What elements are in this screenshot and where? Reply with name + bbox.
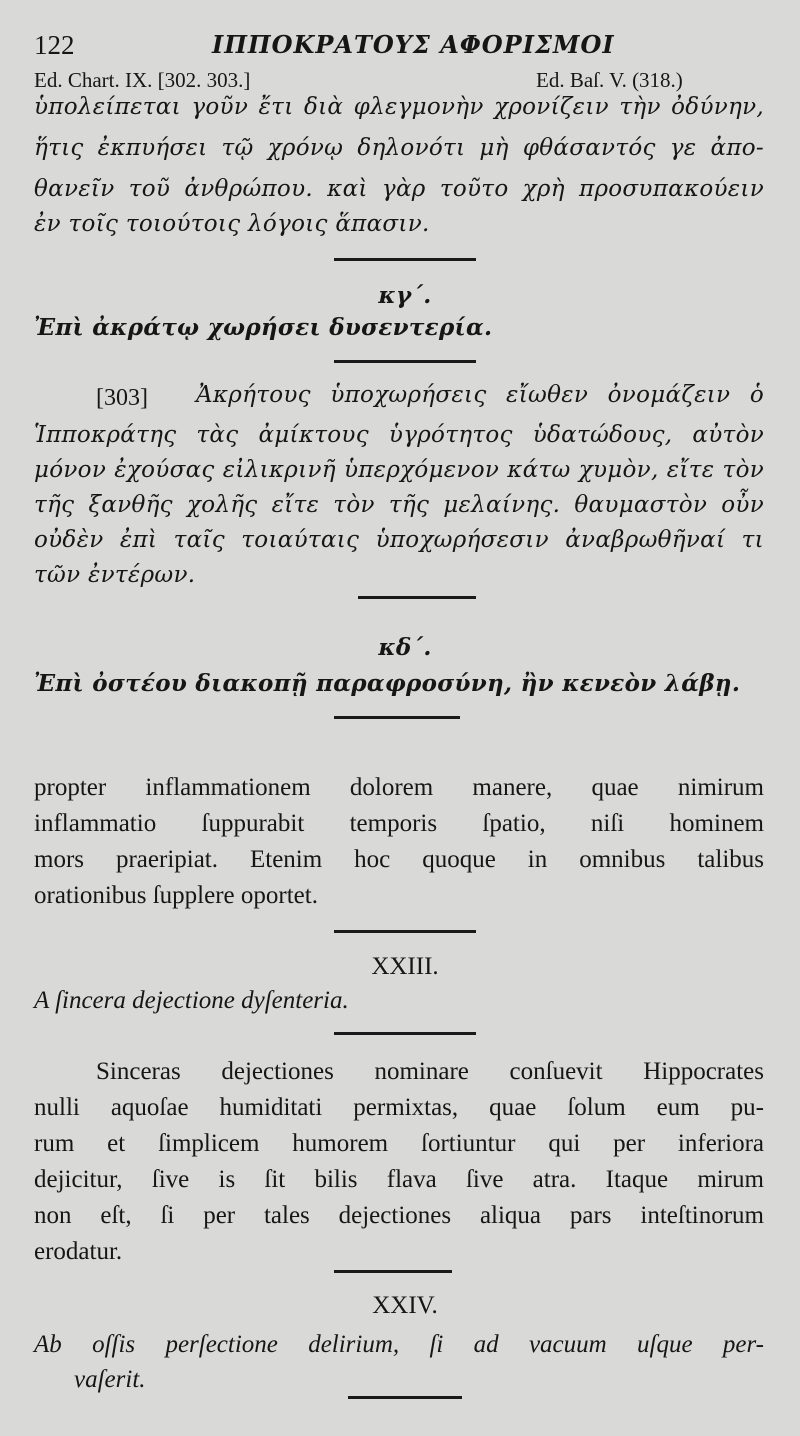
latin-text-line: inflammatio ſuppurabit temporis ſpatio, niſi hominem — [34, 810, 764, 837]
greek-text-line: Ἱπποκράτης τὰς ἀμίκτους ὑγρότητος ὑδατώδους, αὐτὸν — [34, 422, 764, 448]
running-title: ΙΠΠΟΚΡΑΤΟΥΣ ΑΦΟΡΙΣΜΟΙ — [212, 30, 615, 59]
latin-text-line: propter inflammationem dolorem manere, quae nimirum — [34, 774, 764, 801]
latin-text-line: orationibus ſupplere oportet. — [34, 882, 318, 909]
latin-text-line: rum et ſimplicem humorem ſortiuntur qui per inferiora — [34, 1130, 764, 1157]
aphorism-number: XXIV. — [372, 1292, 438, 1319]
section-divider — [334, 1032, 476, 1035]
greek-text-line: ὑπολείπεται γοῦν ἔτι διὰ φλεγμονὴν χρονίζειν τὴν ὀδύνην, — [34, 94, 764, 120]
edition-ref-left: Ed. Chart. IX. [302. 303.] — [34, 68, 251, 92]
section-divider — [334, 930, 476, 933]
greek-text-line: Ἀκρήτους ὑποχωρήσεις εἴωθεν ὀνομάζειν ὁ — [196, 382, 764, 408]
latin-text-line: nulli aquoſae humiditati permixtas, quae ſolum eum pu- — [34, 1094, 764, 1121]
page-number: 122 — [34, 30, 75, 60]
section-divider — [334, 360, 476, 363]
aphorism-text: Ἐπὶ ὀστέου διακοπῇ παραφροσύνη, ἢν κενεὸν λάβῃ. — [34, 670, 741, 697]
section-divider — [334, 258, 476, 261]
latin-text-line: dejicitur, ſive is ſit bilis flava ſive atra. Itaque mirum — [34, 1166, 764, 1193]
section-divider — [348, 1396, 462, 1399]
latin-text-line: mors praeripiat. Etenim hoc quoque in omnibus talibus — [34, 846, 764, 873]
aphorism-number: XXIII. — [371, 953, 439, 980]
latin-text-line: Sinceras dejectiones nominare conſuevit Hippocrates — [96, 1058, 764, 1085]
page-reference: [303] — [96, 385, 148, 411]
greek-text-line: ἐν τοῖς τοιούτοις λόγοις ἅπασιν. — [34, 211, 430, 237]
aphorism-text: vaſerit. — [74, 1366, 146, 1393]
greek-text-line: τῶν ἐντέρων. — [34, 562, 196, 588]
aphorism-text: Ἐπὶ ἀκράτῳ χωρήσει δυσεντερία. — [34, 314, 493, 341]
latin-text-line: erodatur. — [34, 1238, 123, 1265]
aphorism-number: κδ΄. — [378, 634, 432, 661]
latin-text-line: non eſt, ſi per tales dejectiones aliqua pars inteſtinorum — [34, 1202, 764, 1229]
section-divider — [334, 716, 460, 719]
greek-text-line: μόνον ἐχούσας εἰλικρινῆ ὑπερχόμενον κάτω χυμὸν, εἴτε τὸν — [34, 457, 764, 483]
edition-ref-right: Ed. Baſ. V. (318.) — [536, 68, 683, 92]
greek-text-line: θανεῖν τοῦ ἀνθρώπου. καὶ γὰρ τοῦτο χρὴ προσυπακούειν — [34, 176, 764, 202]
greek-text-line: οὐδὲν ἐπὶ ταῖς τοιαύταις ὑποχωρήσεσιν ἀναβρωθῆναί τι — [34, 527, 764, 553]
greek-text-line: τῆς ξανθῆς χολῆς εἴτε τὸν τῆς μελαίνης. θαυμαστὸν οὖν — [34, 492, 764, 518]
aphorism-text: Ab oſſis perſectione delirium, ſi ad vacuum uſque per- — [34, 1331, 764, 1358]
section-divider — [358, 596, 476, 599]
aphorism-number: κγ΄. — [378, 282, 432, 309]
aphorism-text: A ſincera dejectione dyſenteria. — [34, 987, 349, 1014]
greek-text-line: ἥτις ἐκπυήσει τῷ χρόνῳ δηλονότι μὴ φθάσαντός γε ἀπο- — [34, 135, 764, 161]
section-divider — [334, 1270, 452, 1273]
